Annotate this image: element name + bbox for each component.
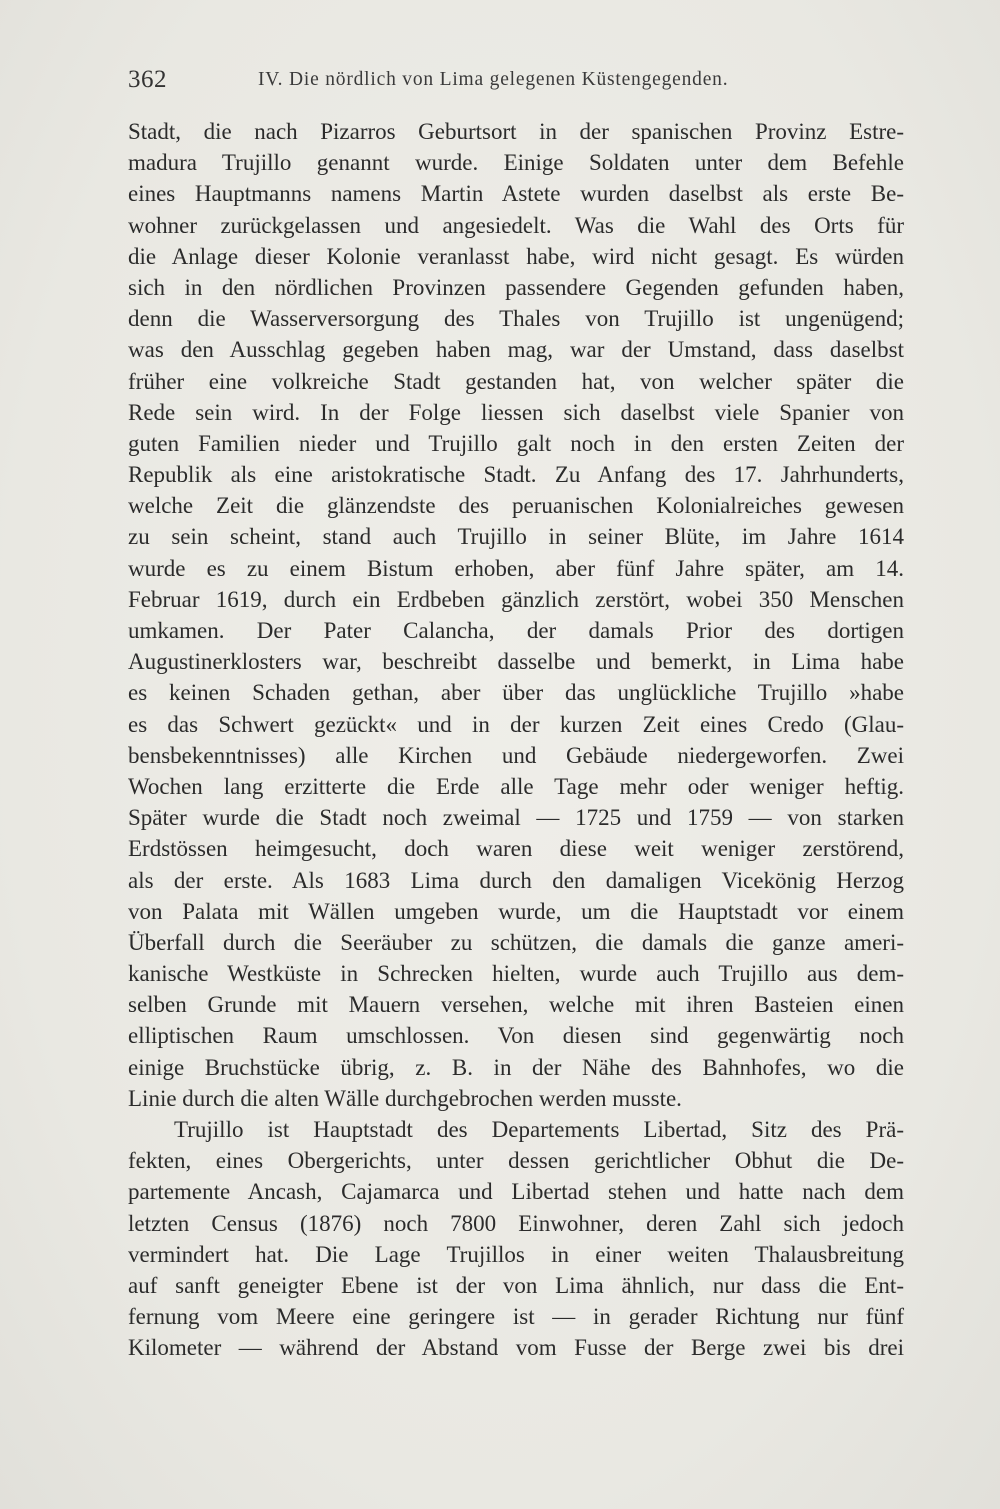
text-line: fernung vom Meere eine geringere ist — in gerader Richtung nur fünf xyxy=(128,1304,904,1330)
text-line: Stadt, die nach Pizarros Geburtsort in der spanischen Provinz Estre- xyxy=(128,119,904,144)
text-line: eines Hauptmanns namens Martin Astete wurden daselbst als erste Be- xyxy=(128,181,904,207)
text-line: elliptischen Raum umschlossen. Von diesen sind gegenwärtig noch xyxy=(128,1023,904,1049)
text-line: es keinen Schaden gethan, aber über das unglückliche Trujillo »habe xyxy=(128,680,904,706)
text-line: sich in den nördlichen Provinzen passendere Gegenden gefunden haben, xyxy=(128,274,904,300)
paragraph xyxy=(128,1114,904,1364)
body-text xyxy=(128,116,904,1364)
text-line: die Anlage dieser Kolonie veranlasst habe, wird nicht gesagt. Es würden xyxy=(128,243,904,269)
text-line: Augustinerklosters war, beschreibt dasselbe und bemerkt, in Lima habe xyxy=(128,649,904,675)
text-line: umkamen. Der Pater Calancha, der damals Prior des dortigen xyxy=(128,618,904,643)
text-line: früher eine volkreiche Stadt gestanden hat, von welcher später die xyxy=(128,368,904,394)
text-line: Überfall durch die Seeräuber zu schützen, die damals die ganze ameri- xyxy=(128,929,904,955)
text-line: Später wurde die Stadt noch zweimal — 1725 und 1759 — von starken xyxy=(128,805,904,831)
text-line: Rede sein wird. In der Folge liessen sich daselbst viele Spanier von xyxy=(128,399,904,425)
text-line: selben Grunde mit Mauern versehen, welche mit ihren Basteien einen xyxy=(128,992,904,1018)
text-line: was den Ausschlag gegeben haben mag, war der Umstand, dass daselbst xyxy=(128,337,904,363)
page-number: 362 xyxy=(128,66,167,93)
text-line: von Palata mit Wällen umgeben wurde, um die Hauptstadt vor einem xyxy=(128,898,904,924)
text-line: Wochen lang erzitterte die Erde alle Tage mehr oder weniger heftig. xyxy=(128,773,904,799)
text-line: fekten, eines Obergerichts, unter dessen gerichtlicher Obhut die De- xyxy=(128,1148,904,1174)
text-line: Kilometer — während der Abstand vom Fusse der Berge zwei bis drei xyxy=(128,1335,904,1361)
text-line: auf sanft geneigter Ebene ist der von Lima ähnlich, nur dass die Ent- xyxy=(128,1272,904,1298)
running-head: IV. Die nördlich von Lima gelegenen Küstengegenden. xyxy=(258,69,729,90)
text-line: zu sein scheint, stand auch Trujillo in seiner Blüte, im Jahre 1614 xyxy=(128,524,904,550)
text-line: einige Bruchstücke übrig, z. B. in der Nähe des Bahnhofes, wo die xyxy=(128,1054,904,1080)
text-line: welche Zeit die glänzendste des peruanischen Kolonialreiches gewesen xyxy=(128,493,904,519)
text-line: es das Schwert gezückt« und in der kurzen Zeit eines Credo (Glau- xyxy=(128,711,904,737)
text-line: denn die Wasserversorgung des Thales von Trujillo ist ungenügend; xyxy=(128,306,904,332)
text-line: als der erste. Als 1683 Lima durch den damaligen Vicekönig Herzog xyxy=(128,867,904,893)
text-line: Republik als eine aristokratische Stadt. Zu Anfang des 17. Jahrhunderts, xyxy=(128,462,904,488)
text-line: wohner zurückgelassen und angesiedelt. Was die Wahl des Orts für xyxy=(128,212,904,238)
paragraph xyxy=(128,116,904,1114)
text-line: madura Trujillo genannt wurde. Einige Soldaten unter dem Befehle xyxy=(128,150,904,176)
text-line: partemente Ancash, Cajamarca und Libertad stehen und hatte nach dem xyxy=(128,1179,904,1205)
text-line: Trujillo ist Hauptstadt des Departements Libertad, Sitz des Prä- xyxy=(174,1117,904,1142)
text-line: Linie durch die alten Wälle durchgebrochen werden musste. xyxy=(128,1085,682,1111)
text-line: letzten Census (1876) noch 7800 Einwohner, deren Zahl sich jedoch xyxy=(128,1210,904,1236)
text-line: wurde es zu einem Bistum erhoben, aber fünf Jahre später, am 14. xyxy=(128,555,904,581)
text-line: Erdstössen heimgesucht, doch waren diese weit weniger zerstörend, xyxy=(128,836,904,862)
text-line: bensbekenntnisses) alle Kirchen und Gebäude niedergeworfen. Zwei xyxy=(128,742,904,768)
text-line: Februar 1619, durch ein Erdbeben gänzlich zerstört, wobei 350 Menschen xyxy=(128,586,904,612)
text-line: kanische Westküste in Schrecken hielten, wurde auch Trujillo aus dem- xyxy=(128,961,904,987)
text-line: guten Familien nieder und Trujillo galt noch in den ersten Zeiten der xyxy=(128,430,904,456)
text-line: vermindert hat. Die Lage Trujillos in einer weiten Thalausbreitung xyxy=(128,1241,904,1267)
page-header xyxy=(128,66,888,98)
